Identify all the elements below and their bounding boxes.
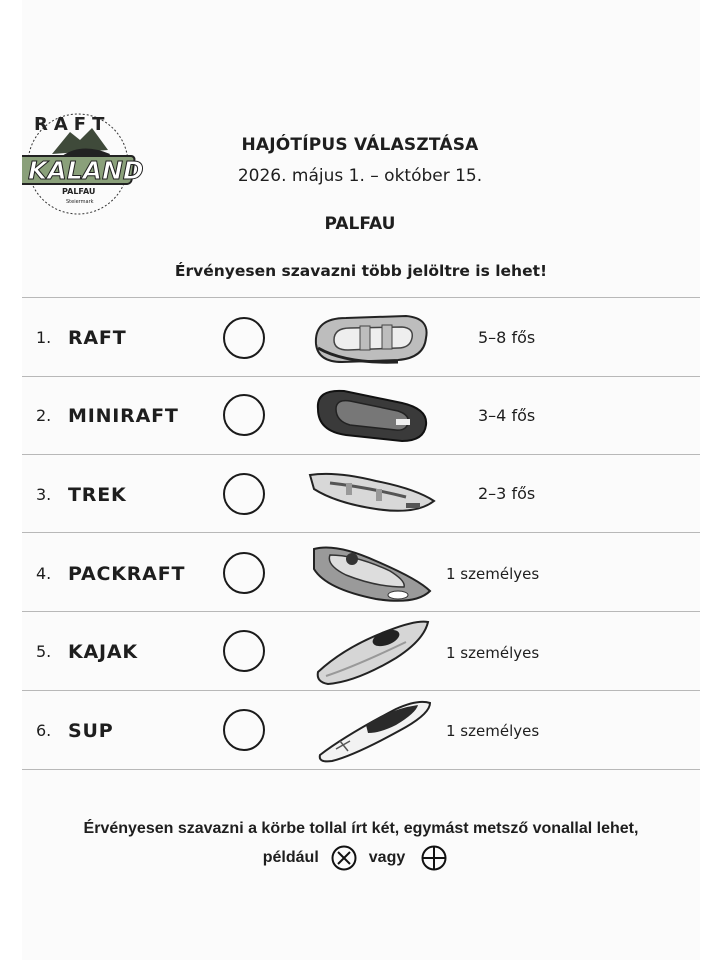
miniraft-boat-icon: [306, 381, 436, 451]
vote-circle-trek[interactable]: [223, 473, 265, 515]
packraft-boat-icon: [306, 539, 436, 609]
option-row-trek: [22, 455, 700, 533]
option-name: TREK: [68, 484, 127, 506]
example-or: vagy: [368, 849, 406, 866]
marking-example: [22, 845, 700, 871]
location: PALFAU: [324, 214, 396, 234]
raft-boat-icon: [306, 304, 436, 374]
circle-x-mark-icon: [331, 845, 357, 871]
capacity-label: 2–3 fős: [478, 484, 536, 503]
svg-text:PALFAU: PALFAU: [62, 187, 96, 196]
capacity-label: 1 személyes: [446, 644, 540, 662]
vote-circle-miniraft[interactable]: [223, 394, 265, 436]
vote-circle-kajak[interactable]: [223, 630, 265, 672]
option-number: 6.: [36, 721, 52, 740]
svg-text:KALAND: KALAND: [28, 156, 144, 185]
option-name: RAFT: [68, 327, 127, 349]
capacity-label: 1 személyes: [446, 722, 540, 740]
example-prefix: például: [262, 849, 319, 866]
divider: [22, 769, 700, 770]
svg-text:RAFT: RAFT: [34, 114, 111, 135]
vote-circle-raft[interactable]: [223, 317, 265, 359]
instruction-text: Érvényesen szavazni több jelöltre is lehet!: [174, 262, 548, 280]
svg-text:Steiermark: Steiermark: [66, 199, 94, 205]
capacity-label: 3–4 fős: [478, 406, 536, 425]
kajak-boat-icon: [306, 616, 436, 686]
date-range: 2026. május 1. – október 15.: [237, 166, 483, 186]
option-name: PACKRAFT: [68, 563, 186, 585]
option-row-packraft: [22, 533, 700, 611]
raft-kaland-logo: [22, 106, 144, 216]
option-number: 4.: [36, 564, 52, 583]
sup-board-icon: [306, 695, 436, 765]
trek-boat-icon: [306, 459, 436, 529]
capacity-label: 1 személyes: [446, 565, 540, 583]
option-row-sup: [22, 691, 700, 769]
option-number: 3.: [36, 485, 52, 504]
vote-circle-sup[interactable]: [223, 709, 265, 751]
marking-instruction: Érvényesen szavazni a körbe tollal írt két, egymást metsző vonallal lehet,: [83, 820, 639, 837]
option-number: 2.: [36, 406, 52, 425]
option-number: 5.: [36, 642, 52, 661]
option-name: SUP: [68, 720, 114, 742]
ballot-title: HAJÓTÍPUS VÁLASZTÁSA: [241, 135, 479, 155]
option-row-kajak: [22, 612, 700, 690]
option-number: 1.: [36, 328, 52, 347]
option-row-miniraft: [22, 377, 700, 455]
option-name: MINIRAFT: [68, 405, 179, 427]
circle-plus-mark-icon: [421, 845, 447, 871]
option-name: KAJAK: [68, 641, 138, 663]
capacity-label: 5–8 fős: [478, 328, 536, 347]
option-row-raft: [22, 298, 700, 376]
vote-circle-packraft[interactable]: [223, 552, 265, 594]
